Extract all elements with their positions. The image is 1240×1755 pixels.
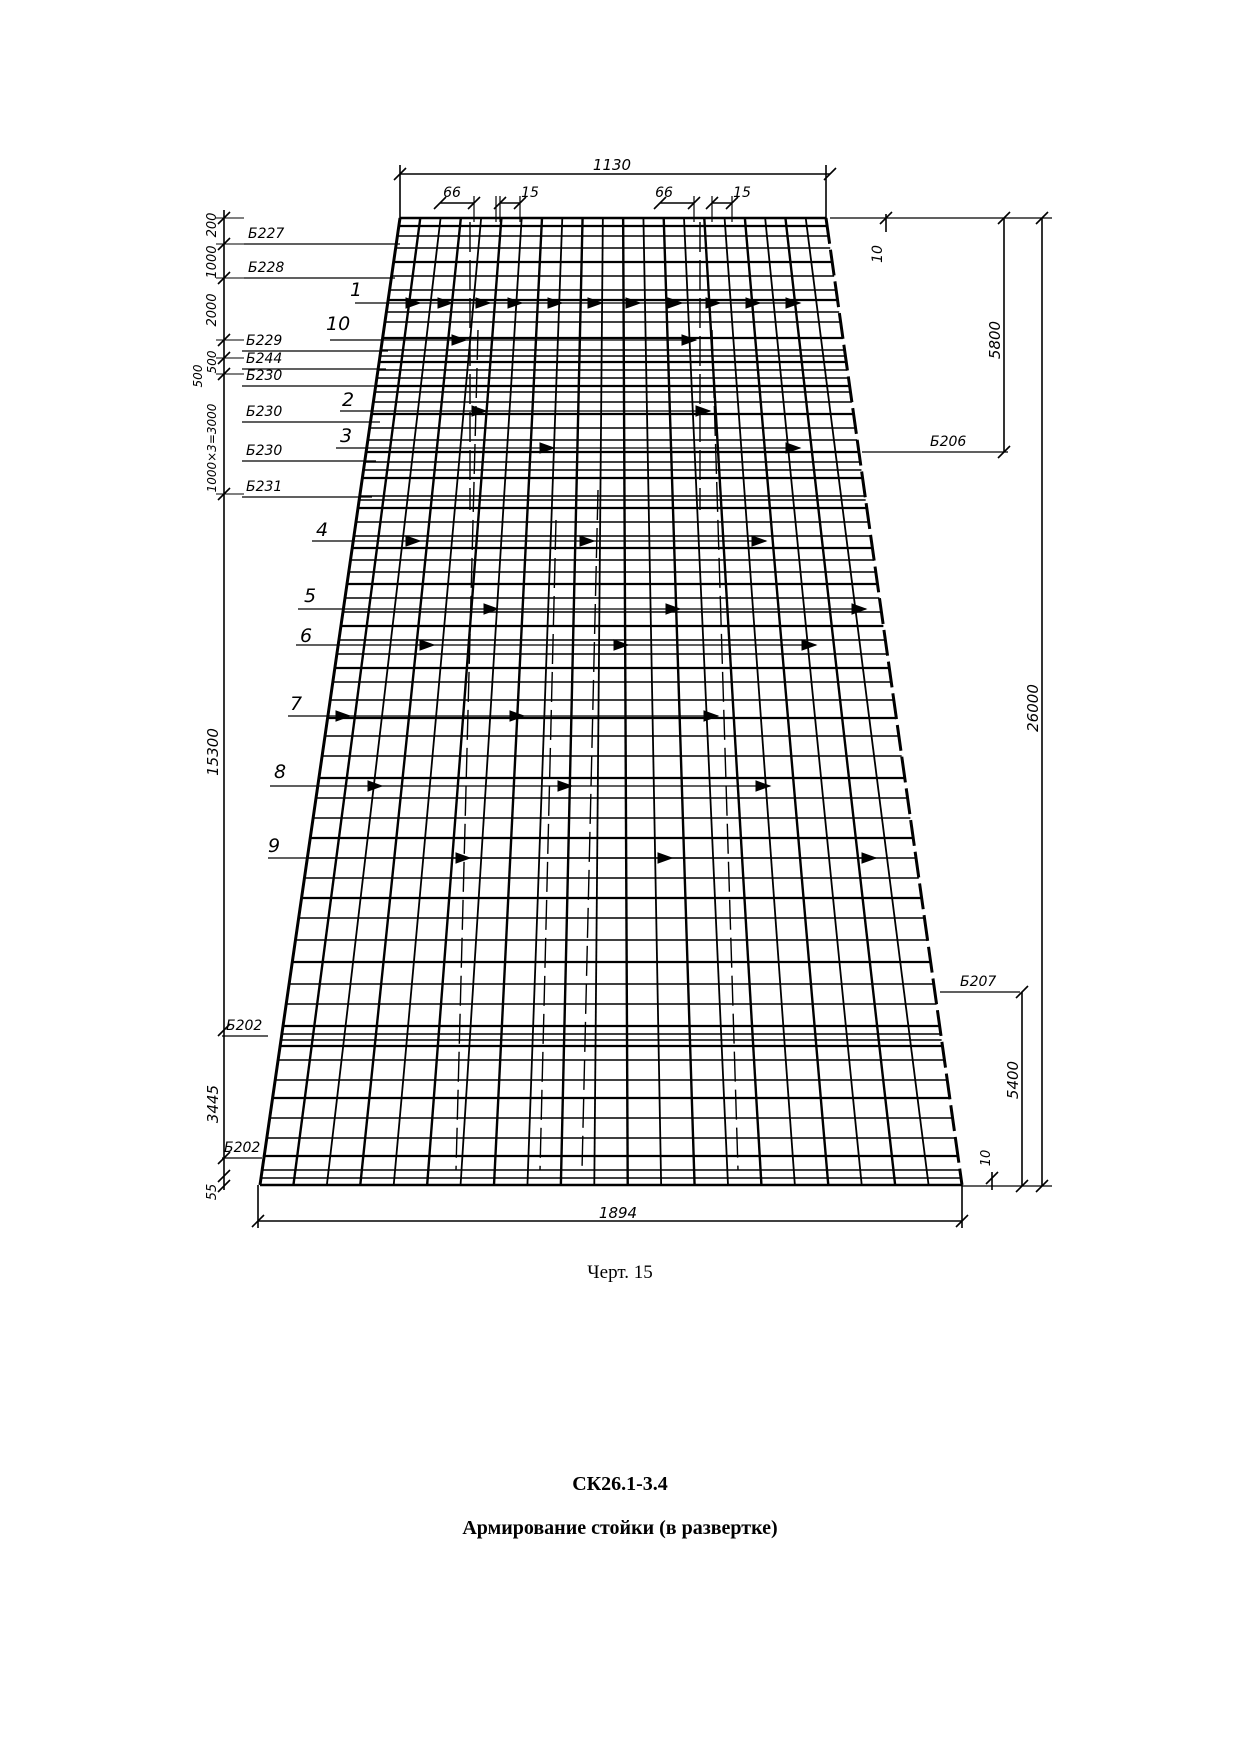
- arrowhead: [420, 640, 434, 650]
- arrowhead: [452, 335, 466, 345]
- bar-number-9: 9: [268, 835, 281, 857]
- arrowhead: [456, 853, 470, 863]
- dim-left-500b: 500: [205, 350, 219, 374]
- dim-left-200: 200: [205, 212, 220, 238]
- dim-left-1000: 1000: [205, 245, 220, 279]
- arrowhead: [862, 853, 876, 863]
- drawing-code: СК26.1-3.4: [572, 1473, 668, 1495]
- mesh: [260, 218, 962, 1185]
- bar-number-5: 5: [304, 585, 317, 607]
- dim-bottom-zone: 5400: [1004, 1060, 1022, 1100]
- dim-66-left: 66: [443, 185, 461, 201]
- bar-number-3: 3: [340, 425, 353, 447]
- mark-b229: Б229: [246, 333, 283, 349]
- bar-number-10: 10: [326, 313, 351, 335]
- dim-66-right: 66: [655, 185, 673, 201]
- dim-left-3445: 3445: [204, 1084, 222, 1124]
- dim-left-55: 55: [205, 1183, 220, 1201]
- dim-top-width: 1130: [592, 156, 632, 174]
- dim-left-2000: 2000: [205, 293, 220, 327]
- dim-top-zone: 5800: [986, 320, 1004, 360]
- bar-number-7: 7: [290, 693, 303, 715]
- bar-number-1: 1: [350, 279, 363, 301]
- mark-b206: Б206: [930, 434, 967, 450]
- drawing-subtitle: Армирование стойки (в развертке): [462, 1517, 778, 1539]
- dim-15-left: 15: [521, 185, 539, 201]
- bar-number-4: 4: [316, 519, 329, 541]
- mark-b230-a: Б230: [246, 368, 283, 384]
- mark-b244: Б244: [246, 351, 283, 367]
- dim-left-3000: 1000×3=3000: [205, 403, 219, 493]
- inner-bar: [712, 330, 738, 1170]
- arrowhead: [406, 536, 420, 546]
- mark-b228: Б228: [248, 260, 285, 276]
- dim-left-500a: 500: [191, 364, 205, 388]
- arrowhead: [658, 853, 672, 863]
- mark-b227: Б227: [248, 226, 285, 242]
- arrowhead: [756, 781, 770, 791]
- mark-b231: Б231: [246, 479, 283, 495]
- bar-number-6: 6: [300, 625, 313, 647]
- dim-bottom-gap: 10: [979, 1149, 994, 1167]
- bar-number-8: 8: [274, 761, 287, 783]
- arrowhead: [336, 711, 350, 721]
- arrowhead: [704, 711, 718, 721]
- arrowhead: [752, 536, 766, 546]
- bar-number-2: 2: [342, 389, 355, 411]
- mark-b202-top: Б202: [226, 1018, 263, 1034]
- mark-b230-c: Б230: [246, 443, 283, 459]
- dim-top-gap: 10: [870, 245, 886, 263]
- arrowhead: [580, 536, 594, 546]
- dim-bottom-width: 1894: [598, 1204, 638, 1222]
- mark-b207: Б207: [960, 974, 997, 990]
- dim-15-right: 15: [733, 185, 751, 201]
- dim-left-15300: 15300: [204, 728, 222, 776]
- mark-b230-b: Б230: [246, 404, 283, 420]
- figure-caption: Черт. 15: [587, 1262, 653, 1283]
- dim-total-height: 26000: [1024, 684, 1042, 732]
- mark-b202-bottom: Б202: [224, 1140, 261, 1156]
